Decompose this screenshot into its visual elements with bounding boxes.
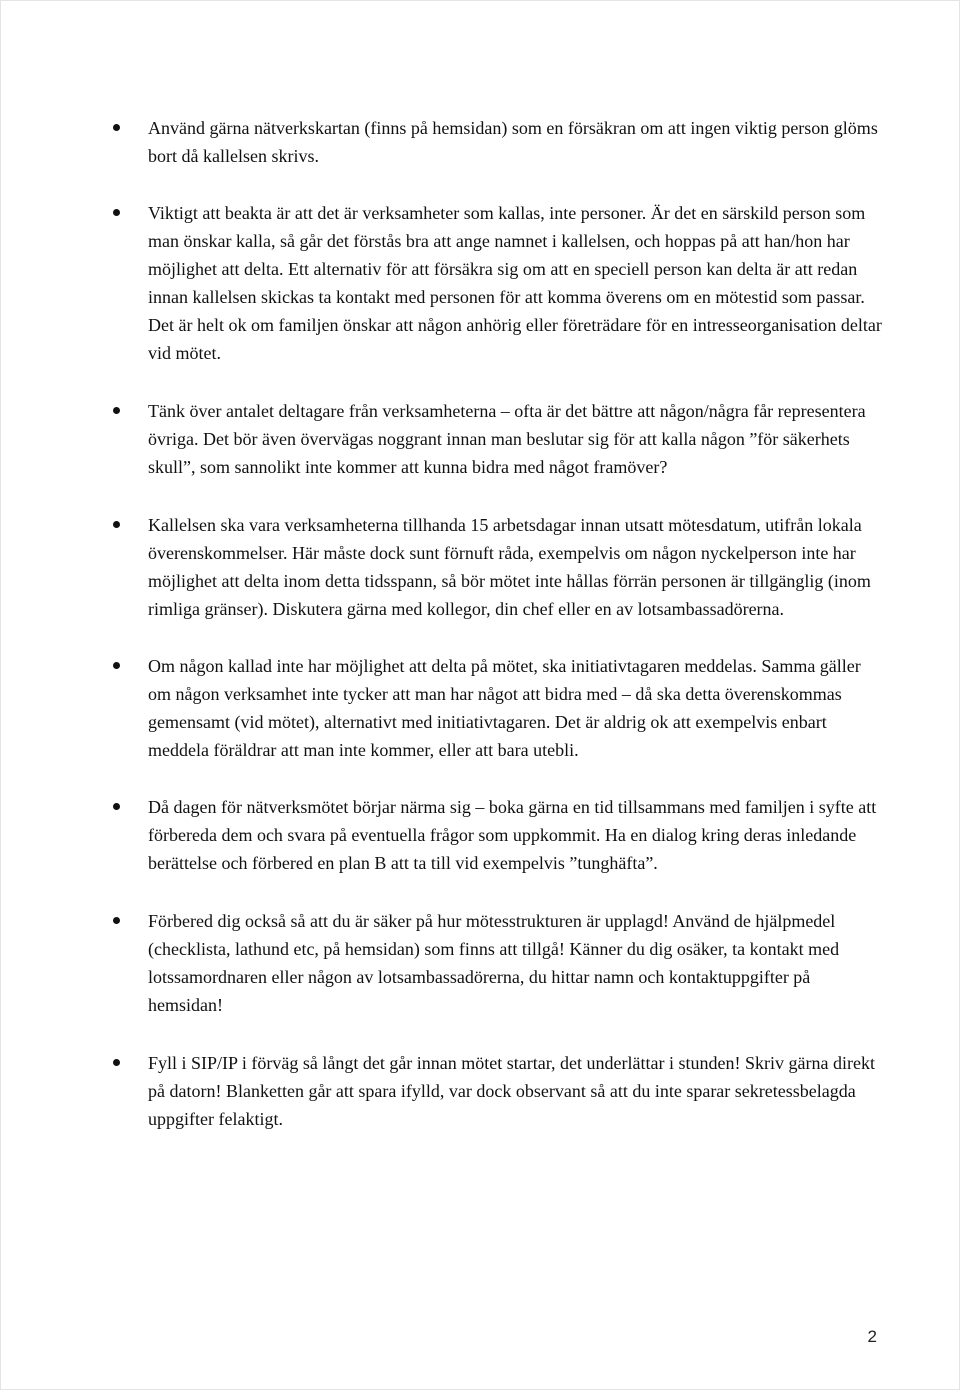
bullet-list bbox=[106, 114, 886, 1133]
bullet-item-prepare-family bbox=[106, 793, 886, 877]
bullet-icon bbox=[113, 1059, 120, 1066]
bullet-icon bbox=[113, 407, 120, 414]
bullet-text: Fyll i SIP/IP i förväg så långt det går innan mötet startar, det underlättar i stunden! Skriv gärna direkt på datorn! Blanketten går att spara ifylld, var dock observant så att du inte sparar sekretessbelagda uppgifter felaktigt. bbox=[148, 1053, 875, 1129]
bullet-icon bbox=[113, 662, 120, 669]
bullet-item-invitation-time bbox=[106, 511, 886, 623]
page-number: 2 bbox=[867, 1327, 877, 1346]
bullet-icon bbox=[113, 124, 120, 131]
bullet-text: Då dagen för nätverksmötet börjar närma sig – boka gärna en tid tillsammans med familjen i syfte att förbereda dem och svara på eventuella frågor som uppkommit. Ha en dialog kring deras inledande berättelse och förbered en plan B att ta till vid exempelvis ”tunghäfta”. bbox=[148, 797, 877, 873]
bullet-text: Om någon kallad inte har möjlighet att delta på mötet, ska initiativtagaren meddelas. Samma gäller om någon verksamhet inte tycker att man har något att bidra med – då ska detta överenskommas gemensamt (vid mötet), alternativt med initiativtagaren. Det är aldrig ok att exempelvis enbart meddela föräldrar att man inte kommer, eller att bara utebli. bbox=[148, 656, 861, 760]
bullet-text: Använd gärna nätverkskartan (finns på hemsidan) som en försäkran om att ingen viktig person glöms bort då kallelsen skrivs. bbox=[148, 118, 878, 166]
bullet-item-meeting-structure bbox=[106, 907, 886, 1019]
bullet-item-participants bbox=[106, 397, 886, 481]
bullet-item-organizations bbox=[106, 199, 886, 367]
bullet-text: Tänk över antalet deltagare från verksamheterna – ofta är det bättre att någon/några får representera övriga. Det bör även övervägas noggrant innan man beslutar sig för att kalla någon ”för säkerhets skull”, som sannolikt inte kommer att kunna bidra med något framöver? bbox=[148, 401, 866, 477]
bullet-text: Viktigt att beakta är att det är verksamheter som kallas, inte personer. Är det en särskild person som man önskar kalla, så går det förstås bra att ange namnet i kallelsen, och hoppas på att han/hon har möjlighet att delta. Ett alternativ för att försäkra sig om att en speciell person kan delta är att redan innan kallelsen skickas ta kontakt med personen för att komma överens om en mötestid som passar. Det är helt ok om familjen önskar att någon anhörig eller företrädare för en intresseorganisation deltar vid mötet. bbox=[148, 203, 882, 363]
bullet-icon bbox=[113, 521, 120, 528]
bullet-item-network-map bbox=[106, 114, 886, 170]
bullet-icon bbox=[113, 917, 120, 924]
bullet-item-absence bbox=[106, 652, 886, 764]
bullet-item-sip-form bbox=[106, 1049, 886, 1133]
bullet-text: Kallelsen ska vara verksamheterna tillhanda 15 arbetsdagar innan utsatt mötesdatum, utifrån lokala överenskommelser. Här måste dock sunt förnuft råda, exempelvis om någon nyckelperson inte har möjlighet att delta inom detta tidsspann, så bör mötet inte hållas förrän personen är tillgänglig (inom rimliga gränser). Diskutera gärna med kollegor, din chef eller en av lotsambassadörerna. bbox=[148, 515, 871, 619]
bullet-icon bbox=[113, 803, 120, 810]
bullet-icon bbox=[113, 209, 120, 216]
bullet-text: Förbered dig också så att du är säker på hur mötesstrukturen är upplagd! Använd de hjälpmedel (checklista, lathund etc, på hemsidan) som finns att tillgå! Känner du dig osäker, ta kontakt med lotssamordnaren eller någon av lotsambassadörerna, du hittar namn och kontaktuppgifter på hemsidan! bbox=[148, 911, 840, 1015]
